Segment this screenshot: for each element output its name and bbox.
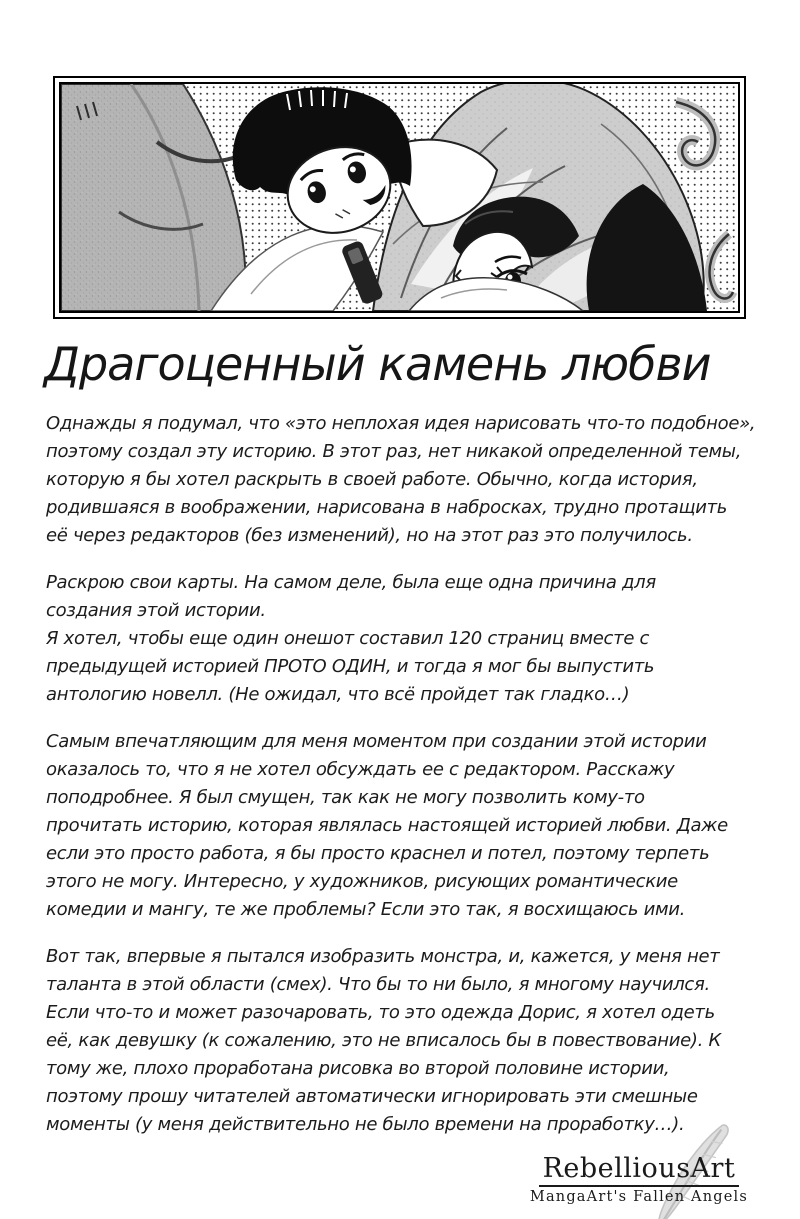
text-line: поэтому прошу читателей автоматически игнорировать эти смешные [46, 1086, 698, 1107]
text-line: которую я бы хотел раскрыть в своей работе. Обычно, когда история, [46, 469, 698, 490]
manga-illustration [61, 84, 738, 311]
text-line: предыдущей историей ПРОТО ОДИН, и тогда я мог бы выпустить [46, 656, 655, 677]
manga-panel-frame [59, 82, 740, 313]
text-line: поподробнее. Я был смущен, так как не могу позволить кому-то [46, 787, 645, 808]
text-line: антологию новелл. (Не ожидал, что всё пройдет так гладко…) [46, 684, 630, 705]
text-line: Если что-то и может разочаровать, то это одежда Дорис, я хотел одеть [46, 1002, 715, 1023]
paragraph [46, 410, 770, 550]
watermark-tagline: MangaArt's Fallen Angels [529, 1189, 748, 1205]
manga-panel [53, 76, 746, 319]
text-line: создания этой истории. [46, 600, 266, 621]
text-line: этого не могу. Интересно, у художников, рисующих романтические [46, 871, 678, 892]
watermark [530, 1153, 748, 1205]
text-line: Вот так, впервые я пытался изобразить монстра, и, кажется, у меня нет [46, 946, 720, 967]
text-line: прочитать историю, которая являлась настоящей историей любви. Даже [46, 815, 728, 836]
text-line: Раскрою свои карты. На самом деле, была еще одна причина для [46, 572, 656, 593]
paragraph [46, 943, 770, 1139]
text-line: Самым впечатляющим для меня моментом при создании этой истории [46, 731, 707, 752]
text-line: Я хотел, чтобы еще один онешот составил 120 страниц вместе с [46, 628, 650, 649]
paragraph [46, 728, 770, 924]
text-line: если это просто работа, я бы просто краснел и потел, поэтому терпеть [46, 843, 710, 864]
text-line: её через редакторов (без изменений), но на этот раз это получилось. [46, 525, 693, 546]
page-title: Драгоценный камень любви [44, 337, 711, 391]
text-line: комедии и мангу, те же проблемы? Если это так, я восхищаюсь ими. [46, 899, 686, 920]
text-line: родившаяся в воображении, нарисована в набросках, трудно протащить [46, 497, 728, 518]
afterword-text [46, 410, 770, 1158]
text-line: поэтому создал эту историю. В этот раз, нет никакой определенной темы, [46, 441, 742, 462]
watermark-name: RebelliousArt [539, 1153, 740, 1187]
text-line: тому же, плохо проработана рисовка во второй половине истории, [46, 1058, 670, 1079]
text-line: оказалось то, что я не хотел обсуждать ее с редактором. Расскажу [46, 759, 675, 780]
text-line: таланта в этой области (смех). Что бы то ни было, я многому научился. [46, 974, 710, 995]
text-line: Однажды я подумал, что «это неплохая идея нарисовать что-то подобное», [46, 413, 756, 434]
text-line: её, как девушку (к сожалению, это не вписалось бы в повествование). К [46, 1030, 721, 1051]
paragraph [46, 569, 770, 709]
text-line: моменты (у меня действительно не было времени на проработку…). [46, 1114, 685, 1135]
